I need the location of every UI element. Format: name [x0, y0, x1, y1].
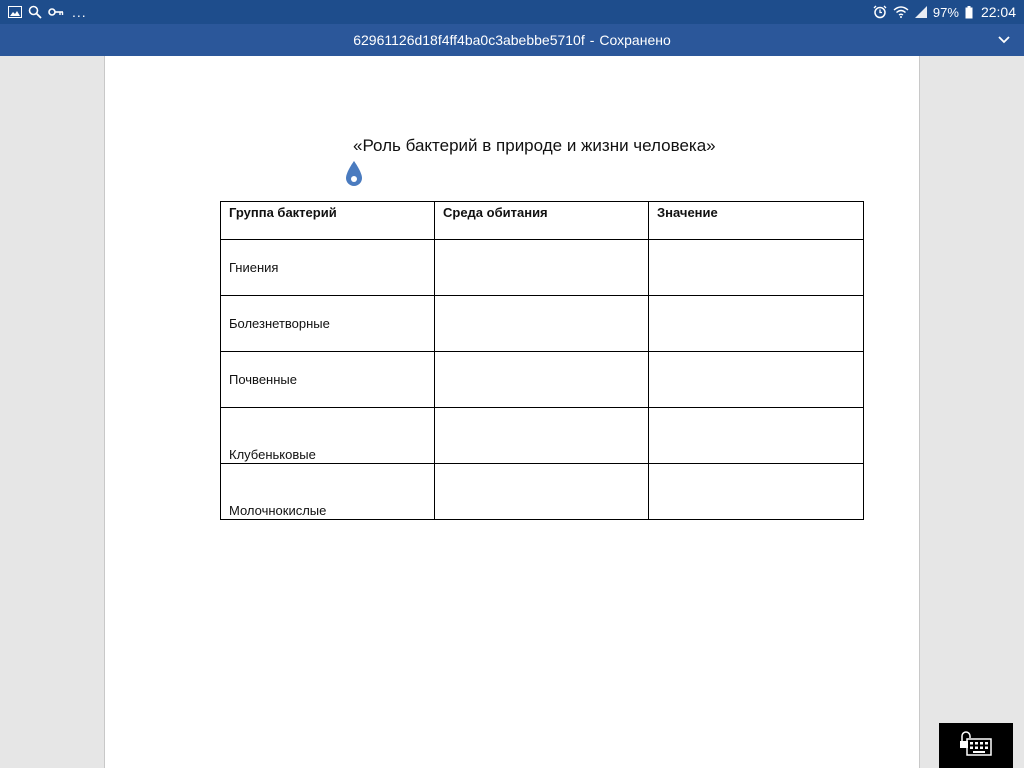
title-separator: -	[589, 32, 595, 48]
search-icon	[28, 5, 42, 19]
document-title-bar-text[interactable]	[353, 32, 671, 48]
document-heading: «Роль бактерий в природе и жизни человека»	[353, 136, 716, 155]
battery-icon	[965, 6, 973, 19]
table-cell[interactable]: Гниения	[221, 240, 435, 296]
image-icon	[8, 6, 22, 18]
status-right	[873, 4, 1016, 20]
table-row	[221, 240, 864, 296]
table-cell[interactable]	[649, 408, 864, 464]
table-cell[interactable]	[435, 408, 649, 464]
clock: 22:04	[980, 4, 1016, 20]
table-cell[interactable]	[435, 464, 649, 520]
table-header-cell[interactable]: Значение	[649, 202, 864, 240]
signal-icon	[915, 6, 927, 18]
status-bar	[0, 0, 1024, 24]
title-bar	[0, 24, 1024, 56]
wifi-icon	[893, 6, 909, 18]
table-cell[interactable]: Молочнокислые	[221, 464, 435, 520]
keyboard-icon	[959, 729, 993, 762]
table-cell[interactable]	[649, 352, 864, 408]
keyboard-toggle-button[interactable]	[939, 723, 1013, 768]
bacteria-table[interactable]	[220, 201, 864, 520]
table-row	[221, 296, 864, 352]
document-name: 62961126d18f4ff4ba0c3abebbe5710f	[353, 32, 585, 48]
save-status: Сохранено	[599, 32, 671, 48]
table-header-cell[interactable]: Группа бактерий	[221, 202, 435, 240]
table-cell[interactable]: Болезнетворные	[221, 296, 435, 352]
table-cell[interactable]	[435, 240, 649, 296]
cursor-handle-icon[interactable]	[344, 160, 364, 190]
table-cell[interactable]	[435, 352, 649, 408]
status-left	[8, 4, 87, 20]
battery-percent: 97%	[932, 4, 959, 20]
table-cell[interactable]	[649, 296, 864, 352]
alarm-icon	[873, 5, 887, 19]
key-icon	[48, 7, 64, 17]
overflow-indicator: ...	[72, 4, 87, 20]
table-cell[interactable]	[435, 296, 649, 352]
document-page[interactable]	[104, 56, 920, 768]
table-header-cell[interactable]: Среда обитания	[435, 202, 649, 240]
table-cell[interactable]: Клубеньковые	[221, 408, 435, 464]
table-cell[interactable]	[649, 240, 864, 296]
table-cell[interactable]	[649, 464, 864, 520]
table-row	[221, 464, 864, 520]
chevron-down-icon[interactable]	[996, 32, 1012, 48]
table-row	[221, 408, 864, 464]
table-cell[interactable]: Почвенные	[221, 352, 435, 408]
table-row	[221, 352, 864, 408]
table-header-row	[221, 202, 864, 240]
